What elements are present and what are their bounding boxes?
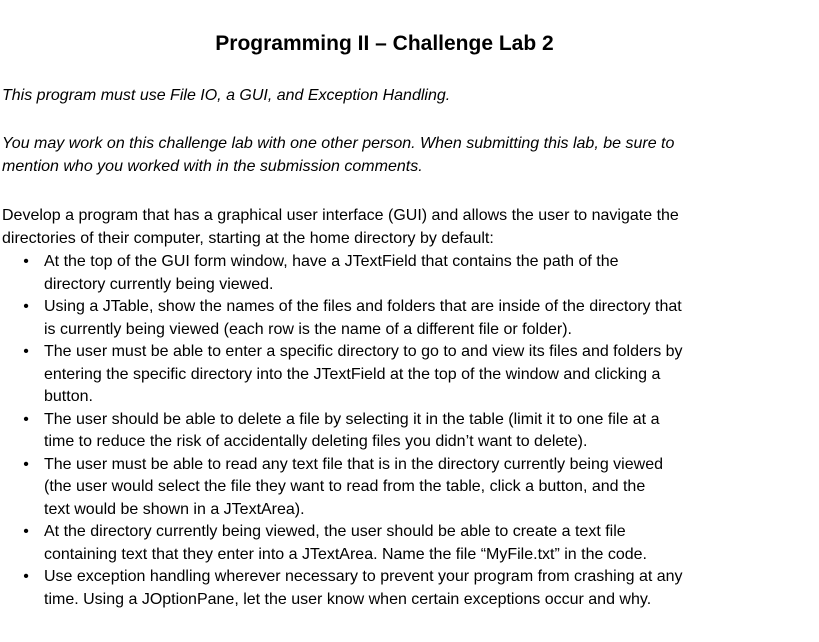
intro-line: Develop a program that has a graphical user interface (GUI) and allows the user to navigate the <box>2 207 679 224</box>
intro-line: directories of their computer, starting at the home directory by default: <box>2 229 494 247</box>
list-item <box>0 251 810 296</box>
list-item <box>0 296 810 341</box>
requirements-list <box>0 251 810 611</box>
partner-line: mention who you worked with in the submission comments. <box>2 157 423 175</box>
list-item <box>0 566 810 611</box>
list-item-line: Using a JTable, show the names of the files and folders that are inside of the directory that <box>44 298 682 315</box>
intro-paragraph <box>2 205 792 250</box>
document-title: Programming II – Challenge Lab 2 <box>215 32 554 55</box>
bullet-icon: • <box>23 343 29 360</box>
bullet-icon: • <box>23 253 29 270</box>
list-item-line: button. <box>44 388 93 405</box>
partner-paragraph <box>2 133 792 178</box>
list-item-line: time to reduce the risk of accidentally deleting files you didn’t want to delete). <box>44 433 588 450</box>
bullet-icon: • <box>23 568 29 585</box>
list-item-line: text would be shown in a JTextArea). <box>44 500 305 518</box>
bullet-icon: • <box>23 455 29 473</box>
list-item-line: Use exception handling wherever necessary to prevent your program from crashing at any <box>44 568 683 585</box>
list-item <box>0 341 810 409</box>
list-item <box>0 454 810 522</box>
list-item-line: entering the specific directory into the JTextField at the top of the window and clicking a <box>44 365 661 383</box>
list-item-line: The user must be able to enter a specific directory to go to and view its files and folders by <box>44 343 683 360</box>
list-item <box>0 521 810 566</box>
list-item-line: The user must be able to read any text file that is in the directory currently being viewed <box>44 455 663 473</box>
bullet-icon: • <box>23 410 29 428</box>
list-item-line: containing text that they enter into a JTextArea. Name the file “MyFile.txt” in the code. <box>44 545 647 563</box>
list-item-line: directory currently being viewed. <box>44 275 274 293</box>
list-item-line: The user should be able to delete a file by selecting it in the table (limit it to one file at a <box>44 410 660 428</box>
list-item-line: is currently being viewed (each row is the name of a different file or folder). <box>44 320 572 338</box>
list-item-line: At the top of the GUI form window, have a JTextField that contains the path of the <box>44 253 619 270</box>
requirement-paragraph: This program must use File IO, a GUI, and Exception Handling. <box>2 87 451 104</box>
bullet-icon: • <box>23 298 29 315</box>
list-item-line: (the user would select the file they want to read from the table, click a button, and the <box>44 478 646 495</box>
list-item-line: time. Using a JOptionPane, let the user know when certain exceptions occur and why. <box>44 590 652 608</box>
partner-line: You may work on this challenge lab with one other person. When submitting this lab, be sure to <box>2 135 675 152</box>
list-item <box>0 409 810 454</box>
list-item-line: At the directory currently being viewed, the user should be able to create a text file <box>44 523 626 540</box>
bullet-icon: • <box>23 523 29 540</box>
